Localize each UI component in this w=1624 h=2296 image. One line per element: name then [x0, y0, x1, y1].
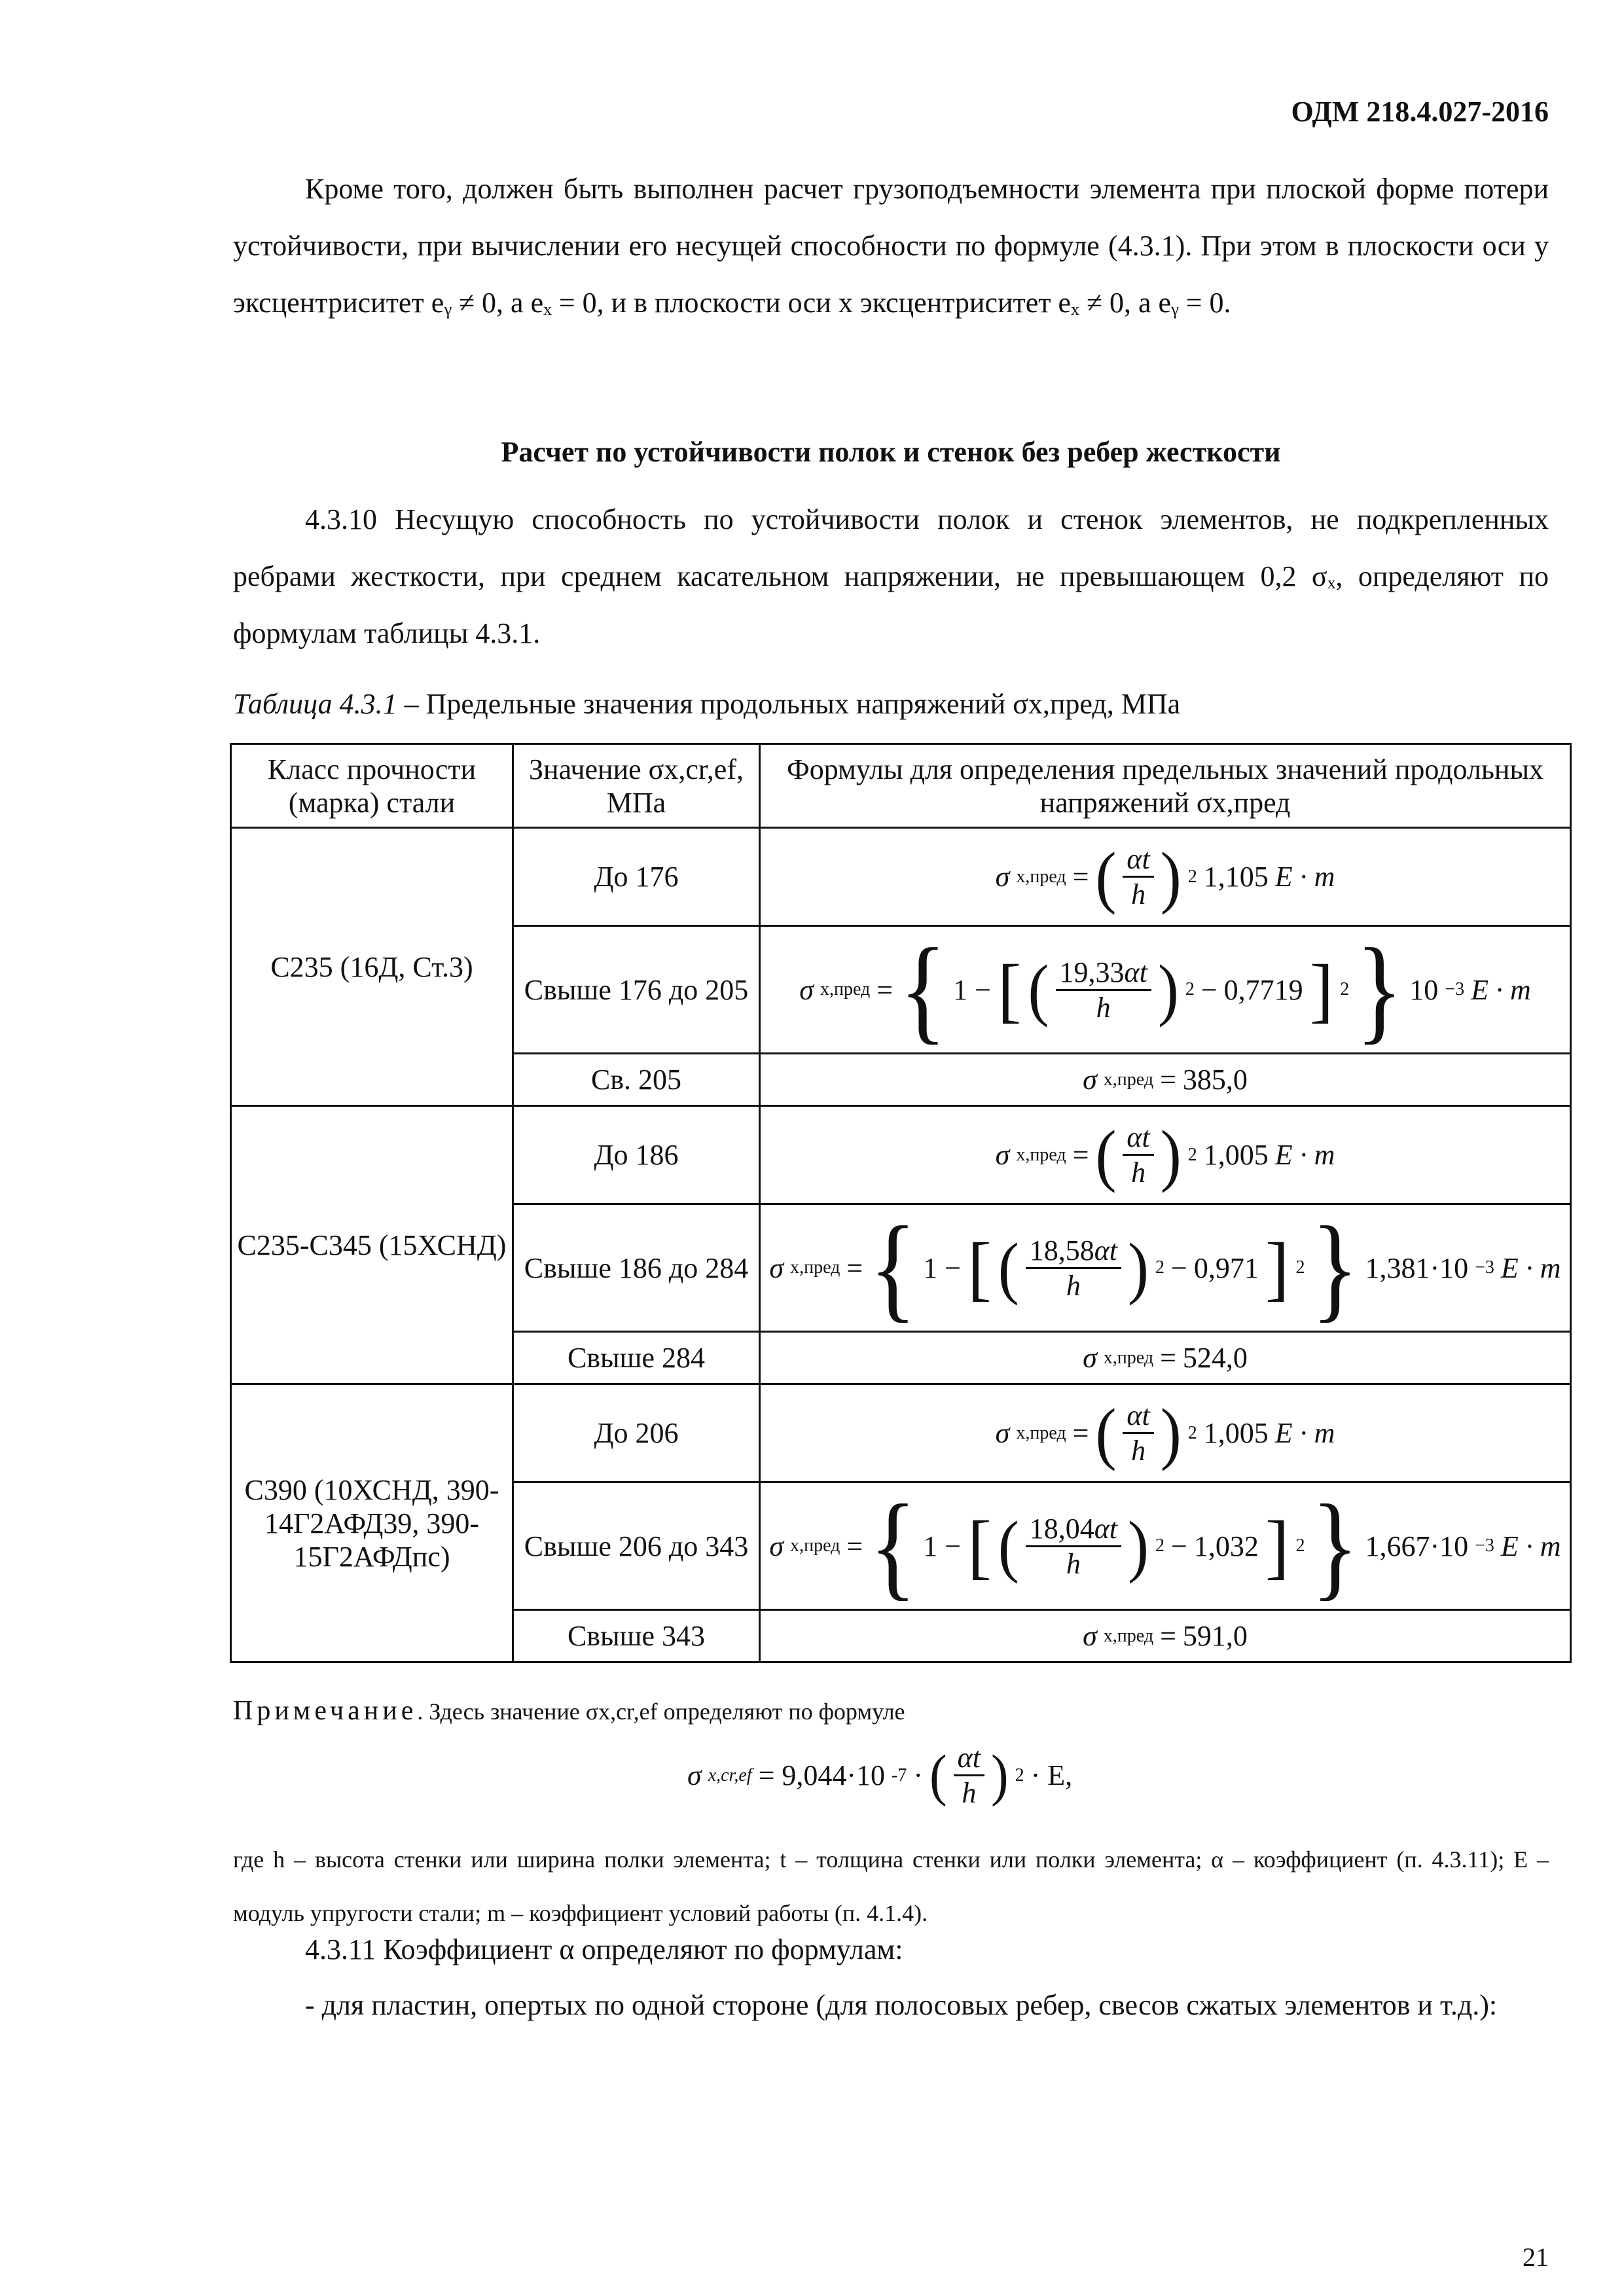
exponent: 2 [1340, 979, 1350, 999]
equals-sign: = [1160, 1342, 1176, 1374]
formula-cell: σ x,пред = ( $\frac{\alpha t}{h}$ ) 2 1,005 E · m [760, 1384, 1571, 1482]
fraction-numerator: αt [1123, 1121, 1153, 1156]
formula-cell: σ x,пред = { 1 − [ ( $\frac{19,33\alpha t}{h}$ ) 2 − 0,7719 ] 2 } 10 −3 E · m [760, 926, 1571, 1054]
exponent: 2 [1187, 1144, 1197, 1165]
equals-sign: = [1072, 1139, 1089, 1171]
frac-num: αt [954, 1741, 984, 1776]
note-formula-sub: x,cr,ef [708, 1765, 752, 1785]
sigma-cr-range-cell: Свыше 176 до 205 [513, 926, 760, 1054]
sigma-cr-range-cell: До 186 [513, 1106, 760, 1204]
fraction [1123, 842, 1153, 911]
exponent: 2 [1187, 866, 1197, 887]
modulus-term: E · m [1471, 973, 1531, 1006]
note-formula-coef: = 9,044·10 [758, 1759, 886, 1791]
fraction-denominator: h [1131, 1435, 1146, 1467]
steel-grade-cell: С390 (10ХСНД, 390-14Г2АФД39, 390-15Г2АФДпс) [231, 1384, 513, 1662]
sigma-subscript: x,пред [790, 1257, 840, 1278]
numerator-coef: 18,04 [1029, 1512, 1094, 1545]
one-minus: 1 − [923, 1251, 962, 1284]
sigma-cr-range-cell: Свыше 343 [513, 1610, 760, 1662]
fraction [1123, 1121, 1153, 1189]
note-heading [233, 1695, 905, 1727]
exponent: −3 [1475, 1257, 1494, 1278]
equals-sign: = [846, 1530, 863, 1562]
exponent: 2 [1295, 1257, 1305, 1278]
modulus-term: E · m [1274, 861, 1335, 893]
sigma-subscript: x,пред [1103, 1347, 1154, 1368]
constant-value: 385,0 [1182, 1064, 1248, 1096]
exponent: −3 [1445, 979, 1465, 999]
formula-cell: σ x,пред = ( $\frac{\alpha t}{h}$ ) 2 1,105 E · m [760, 828, 1571, 926]
minus-sign: − [1170, 1251, 1187, 1284]
equals-sign: = [1072, 1417, 1089, 1449]
multiplier: 1,381·10 [1365, 1251, 1469, 1284]
sigma-symbol: σ [995, 861, 1010, 893]
note-formula: σ x,cr,ef = 9,044·10 -7 · ( $\frac{\alpha t}{h}$ ) 2 · E, [687, 1742, 1073, 1809]
sigma-subscript: x,пред [1016, 1144, 1066, 1165]
subtrahend: 1,032 [1193, 1530, 1259, 1562]
constant-value: 524,0 [1182, 1342, 1248, 1374]
equals-sign: = [1072, 861, 1089, 893]
exponent: 2 [1295, 1535, 1305, 1556]
fraction-numerator: 18,04αt [1026, 1512, 1121, 1547]
fraction-denominator: h [1066, 1547, 1081, 1580]
sigma-cr-range-cell: Свыше 284 [513, 1332, 760, 1384]
note-label: Примечание [233, 1696, 418, 1726]
sigma-subscript: x,пред [790, 1535, 840, 1556]
minus-sign: − [1170, 1530, 1187, 1562]
exponent: 2 [1155, 1257, 1164, 1278]
note-definitions: где h – высота стенки или ширина полки элемента; t – толщина стенки или полки элемента; α – коэффициент (п. 4.3.11); E – модуль упругости стали; m – коэффициент условий работы (п. 4.1.4). [233, 1846, 1549, 1926]
sigma-symbol: σ [995, 1139, 1010, 1171]
header-formula: Формулы для определения предельных значений продольных напряжений σx,пред [760, 744, 1571, 828]
table-caption [233, 687, 1180, 721]
fraction-denominator: h [1096, 991, 1111, 1024]
fraction-numerator: αt [1123, 842, 1153, 878]
constant-value: 591,0 [1182, 1620, 1248, 1652]
sigma-symbol: σ [769, 1251, 784, 1284]
header-sigma-cr: Значение σx,cr,ef, МПа [513, 744, 760, 828]
table-caption-text: – Предельные значения продольных напряжений σx,пред, МПа [397, 688, 1181, 720]
exponent: 2 [1155, 1535, 1164, 1556]
sigma-cr-range-cell: До 176 [513, 828, 760, 926]
header-steel-grade: Класс прочности (марка) стали [231, 744, 513, 828]
sigma-subscript: x,пред [1016, 866, 1066, 887]
exponent: 2 [1185, 979, 1195, 999]
sigma-symbol: σ [995, 1417, 1010, 1449]
fraction-denominator: h [1131, 1157, 1146, 1189]
fraction [1026, 1234, 1121, 1302]
fraction-denominator: h [1131, 878, 1146, 910]
equals-sign: = [876, 973, 893, 1006]
sigma-symbol: σ [1083, 1620, 1097, 1652]
formula-cell: σ x,пред = { 1 − [ ( $\frac{18,04\alpha t}{h}$ ) 2 − 1,032 ] 2 } 1,667·10 −3 E · m [760, 1482, 1571, 1610]
formula-cell [760, 1054, 1571, 1106]
multiplier: 1,667·10 [1365, 1530, 1469, 1562]
multiplier: 10 [1409, 973, 1439, 1006]
modulus-term: E · m [1500, 1530, 1561, 1562]
sigma-symbol: σ [1083, 1342, 1097, 1374]
coefficient: 1,005 [1203, 1139, 1269, 1171]
subtrahend: 0,7719 [1223, 973, 1303, 1006]
fraction [1026, 1512, 1121, 1581]
sigma-cr-range-cell: Свыше 206 до 343 [513, 1482, 760, 1610]
note-formula-exp: -7 [892, 1765, 907, 1785]
sigma-symbol: σ [769, 1530, 784, 1562]
minus-sign: − [1200, 973, 1218, 1006]
subtrahend: 0,971 [1193, 1251, 1259, 1284]
one-minus: 1 − [953, 973, 991, 1006]
coefficient: 1,005 [1203, 1417, 1269, 1449]
table-row [231, 828, 1571, 926]
note-formula-tail: · E, [1030, 1759, 1073, 1791]
sigma-cr-range-cell: До 206 [513, 1384, 760, 1482]
table-row [231, 1384, 1571, 1482]
document-code: ОДМ 218.4.027-2016 [1291, 96, 1549, 128]
clause-4-3-11: 4.3.11 Коэффициент α определяют по формулам: [305, 1933, 903, 1965]
coefficient: 1,105 [1203, 861, 1269, 893]
sigma-subscript: x,пред [1016, 1422, 1066, 1443]
sigma-symbol: σ [687, 1759, 702, 1791]
section-heading: Расчет по устойчивости полок и стенок без ребер жесткости [501, 436, 1281, 468]
equals-sign: = [846, 1251, 863, 1284]
formula-cell [760, 1610, 1571, 1662]
sigma-symbol: σ [799, 973, 814, 1006]
formula-cell: σ x,пред = ( $\frac{\alpha t}{h}$ ) 2 1,005 E · m [760, 1106, 1571, 1204]
sigma-subscript: x,пред [1103, 1069, 1154, 1090]
table-header-row [231, 744, 1571, 828]
sigma-cr-range-cell: Свыше 186 до 284 [513, 1204, 760, 1332]
equals-sign: = [1160, 1064, 1176, 1096]
fraction-denominator: h [1066, 1269, 1081, 1302]
exponent: −3 [1475, 1535, 1494, 1556]
intro-paragraph: Кроме того, должен быть выполнен расчет грузоподъемности элемента при плоской форме потери устойчивости, при вычислении его несущей способности по формуле (4.3.1). При этом в плоскости оси y эксцентриситет eᵧ ≠ 0, а eₓ = 0, и в плоскости оси x эксцентриситет eₓ ≠ 0, а eᵧ = 0. [233, 173, 1549, 319]
limit-stress-table [230, 743, 1572, 1663]
sigma-subscript: x,пред [820, 979, 871, 999]
numerator-coef: 19,33 [1059, 956, 1125, 988]
formula-cell [760, 1332, 1571, 1384]
clause-4-3-10: 4.3.10 Несущую способность по устойчивости полок и стенок элементов, не подкрепленных ребрами жесткости, при среднем касательном напряжении, не превышающем 0,2 σₓ, определяют по формулам таблицы 4.3.1. [233, 503, 1549, 649]
fraction [1056, 956, 1151, 1024]
steel-grade-cell: С235 (16Д, Ст.3) [231, 828, 513, 1106]
fraction-numerator: 18,58αt [1026, 1234, 1121, 1269]
note-intro: . Здесь значение σx,cr,ef определяют по формуле [417, 1698, 905, 1725]
modulus-term: E · m [1274, 1417, 1335, 1449]
fraction-numerator: αt [1123, 1399, 1153, 1434]
frac-den: h [962, 1777, 977, 1809]
modulus-term: E · m [1500, 1251, 1561, 1284]
steel-grade-cell: С235-С345 (15ХСНД) [231, 1106, 513, 1384]
fraction-numerator: 19,33αt [1056, 956, 1151, 991]
numerator-coef: 18,58 [1029, 1234, 1094, 1266]
modulus-term: E · m [1274, 1139, 1335, 1171]
one-minus: 1 − [923, 1530, 962, 1562]
table-caption-number: Таблица 4.3.1 [233, 688, 397, 720]
equals-sign: = [1160, 1620, 1176, 1652]
exponent: 2 [1187, 1422, 1197, 1443]
formula-cell: σ x,пред = { 1 − [ ( $\frac{18,58\alpha t}{h}$ ) 2 − 0,971 ] 2 } 1,381·10 −3 E · m [760, 1204, 1571, 1332]
table-row [231, 1106, 1571, 1204]
plates-one-side-text: - для пластин, опертых по одной стороне (для полосовых ребер, свесов сжатых элементов и т.д.): [305, 1989, 1498, 2021]
sigma-cr-range-cell: Св. 205 [513, 1054, 760, 1106]
sigma-symbol: σ [1083, 1064, 1097, 1096]
page-number: 21 [1523, 2242, 1549, 2272]
fraction [1123, 1399, 1153, 1467]
sigma-subscript: x,пред [1103, 1625, 1154, 1646]
